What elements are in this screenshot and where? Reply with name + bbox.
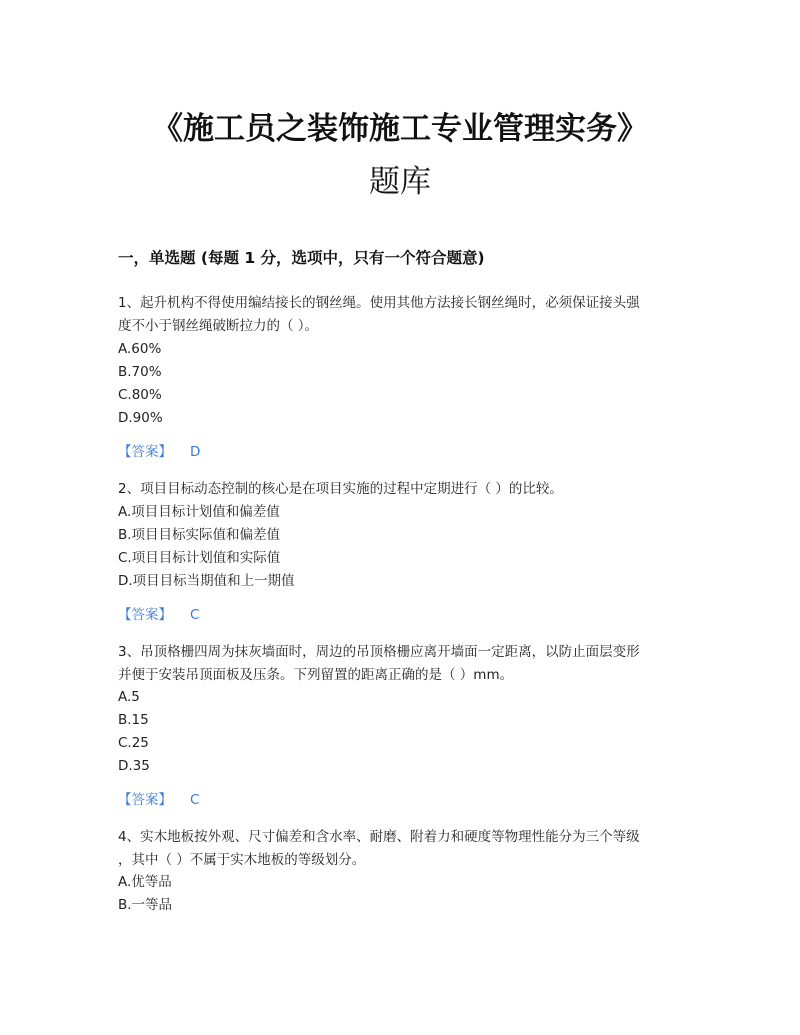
answer-letter: D <box>190 444 201 460</box>
question-3-answer <box>118 789 199 811</box>
question-2-answer <box>118 604 199 626</box>
answer-label: 【答案】 <box>118 444 172 460</box>
document-title-line2: 题库 <box>369 164 431 200</box>
question-4-stem: 4、实木地板按外观、尺寸偏差和含水率、耐磨、附着力和硬度等物理性能分为三个等级 <box>118 829 640 845</box>
question-3-option-c: C.25 <box>118 735 149 751</box>
answer-label: 【答案】 <box>118 792 172 808</box>
question-2-option-a: A.项目目标计划值和偏差值 <box>118 504 280 520</box>
answer-letter: C <box>190 607 200 623</box>
answer-letter: C <box>190 792 200 808</box>
question-3-stem: 3、吊顶格栅四周为抹灰墙面时，周边的吊顶格栅应离开墙面一定距离，以防止面层变形 <box>118 644 640 660</box>
question-1-option-a: A.60% <box>118 341 162 357</box>
question-4-stem-cont: ，其中（ ）不属于实木地板的等级划分。 <box>118 852 366 868</box>
section-heading: 一，单选题 (每题 1 分，选项中，只有一个符合题意) <box>118 249 485 267</box>
answer-label: 【答案】 <box>118 607 172 623</box>
question-4-option-a: A.优等品 <box>118 874 172 890</box>
question-3-option-b: B.15 <box>118 712 149 728</box>
question-1-stem: 1、起升机构不得使用编结接长的钢丝绳。使用其他方法接长钢丝绳时，必须保证接头强 <box>118 295 640 311</box>
question-1-option-d: D.90% <box>118 410 163 426</box>
document-title: 《施工员之装饰施工专业管理实务》 <box>152 111 648 147</box>
question-2-option-d: D.项目目标当期值和上一期值 <box>118 573 295 589</box>
question-1-option-b: B.70% <box>118 364 162 380</box>
question-2-option-c: C.项目目标计划值和实际值 <box>118 550 281 566</box>
question-3-stem-cont: 并便于安装吊顶面板及压条。下列留置的距离正确的是（ ）mm。 <box>118 667 514 683</box>
question-3-option-a: A.5 <box>118 689 140 705</box>
question-2-stem: 2、项目目标动态控制的核心是在项目实施的过程中定期进行（ ）的比较。 <box>118 481 563 497</box>
question-4-option-b: B.一等品 <box>118 897 173 913</box>
question-1-option-c: C.80% <box>118 387 162 403</box>
question-1-answer <box>118 441 200 463</box>
question-1-stem-cont: 度不小于钢丝绳破断拉力的（ ）。 <box>118 318 319 334</box>
question-2-option-b: B.项目目标实际值和偏差值 <box>118 527 281 543</box>
question-3-option-d: D.35 <box>118 758 150 774</box>
